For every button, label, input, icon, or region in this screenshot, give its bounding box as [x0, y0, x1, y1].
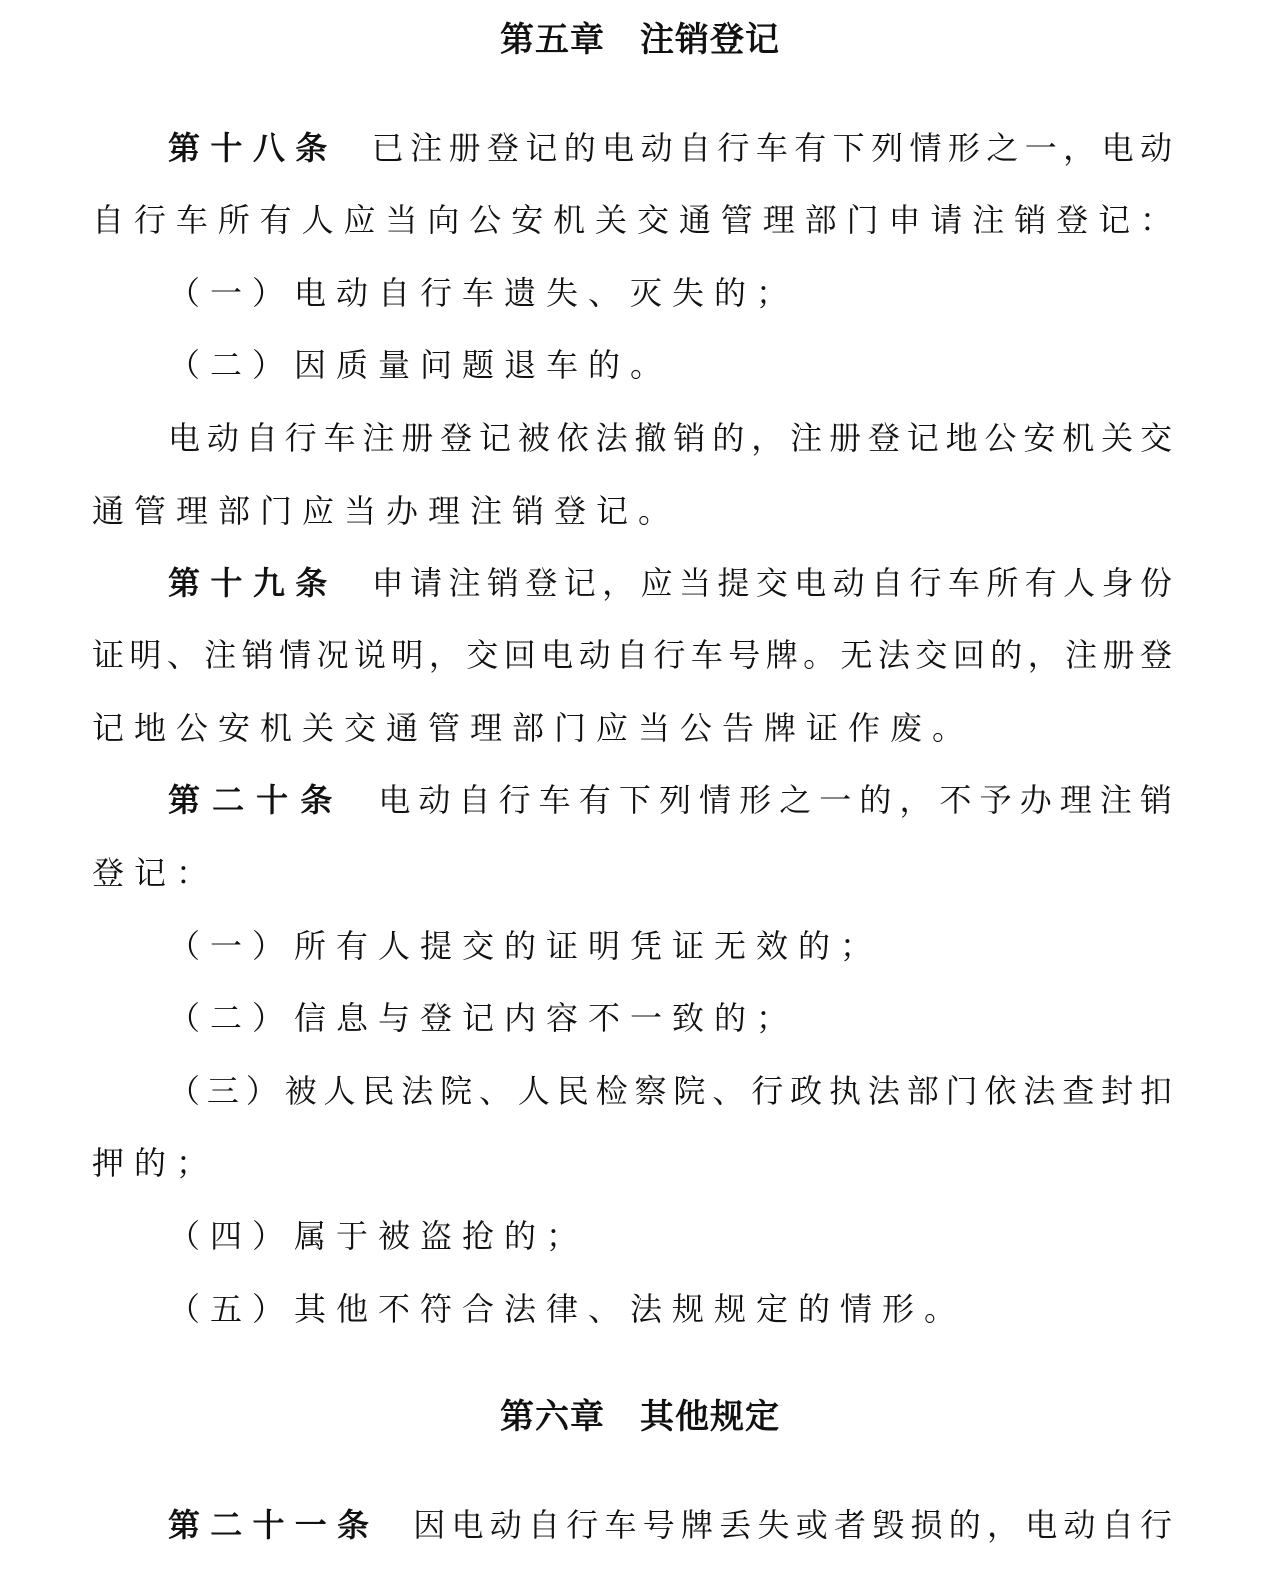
article-20-label: 第二十条: [168, 781, 345, 819]
article-21-text-1: 因电动自行车号牌丢失或者毁损的，电动自行: [413, 1506, 1172, 1544]
article-18-para-2-line-1: 电动自行车注册登记被依法撤销的，注册登记地公安机关交: [168, 419, 1172, 457]
article-19-label: 第十九条: [168, 564, 338, 602]
article-20-item-4: （四）属于被盗抢的；: [168, 1217, 589, 1255]
article-18-line-2: 自行车所有人应当向公安机关交通管理部门申请注销登记：: [92, 201, 1172, 239]
article-20-line-2: 登记：: [92, 854, 219, 892]
article-19-line-3: 记地公安机关交通管理部门应当公告牌证作废。: [92, 709, 975, 747]
article-18-label: 第十八条: [168, 129, 338, 167]
chapter-5-heading: 第五章 注销登记: [500, 20, 780, 60]
article-20-item-2: （二）信息与登记内容不一致的；: [168, 999, 799, 1037]
article-20-item-5: （五）其他不符合法律、法规规定的情形。: [168, 1290, 967, 1328]
article-18-item-2: （二）因质量问题退车的。: [168, 346, 673, 384]
chapter-6-heading: 第六章 其他规定: [500, 1397, 780, 1437]
article-21-line-1: [168, 1505, 1172, 1545]
article-20-text-1: 电动自行车有下列情形之一的，不予办理注销: [378, 781, 1172, 819]
article-18-item-1: （一）电动自行车遗失、灭失的；: [168, 274, 799, 312]
article-20-line-1: [168, 780, 1172, 820]
article-19-line-2: 证明、注销情况说明，交回电动自行车号牌。无法交回的，注册登: [92, 636, 1172, 674]
article-20-item-1: （一）所有人提交的证明凭证无效的；: [168, 927, 883, 965]
article-18-para-2-line-2: 通管理部门应当办理注销登记。: [92, 492, 681, 530]
article-19-text-1: 申请注销登记，应当提交电动自行车所有人身份: [371, 564, 1172, 602]
article-21-label: 第二十一条: [168, 1506, 380, 1544]
article-18-line-1: [168, 128, 1172, 168]
article-20-item-3-line-1: （三）被人民法院、人民检察院、行政执法部门依法查封扣: [168, 1072, 1172, 1110]
article-20-item-3-line-2: 押的；: [92, 1144, 219, 1182]
article-19-line-1: [168, 563, 1172, 603]
article-18-text-1: 已注册登记的电动自行车有下列情形之一，电动: [371, 129, 1172, 167]
